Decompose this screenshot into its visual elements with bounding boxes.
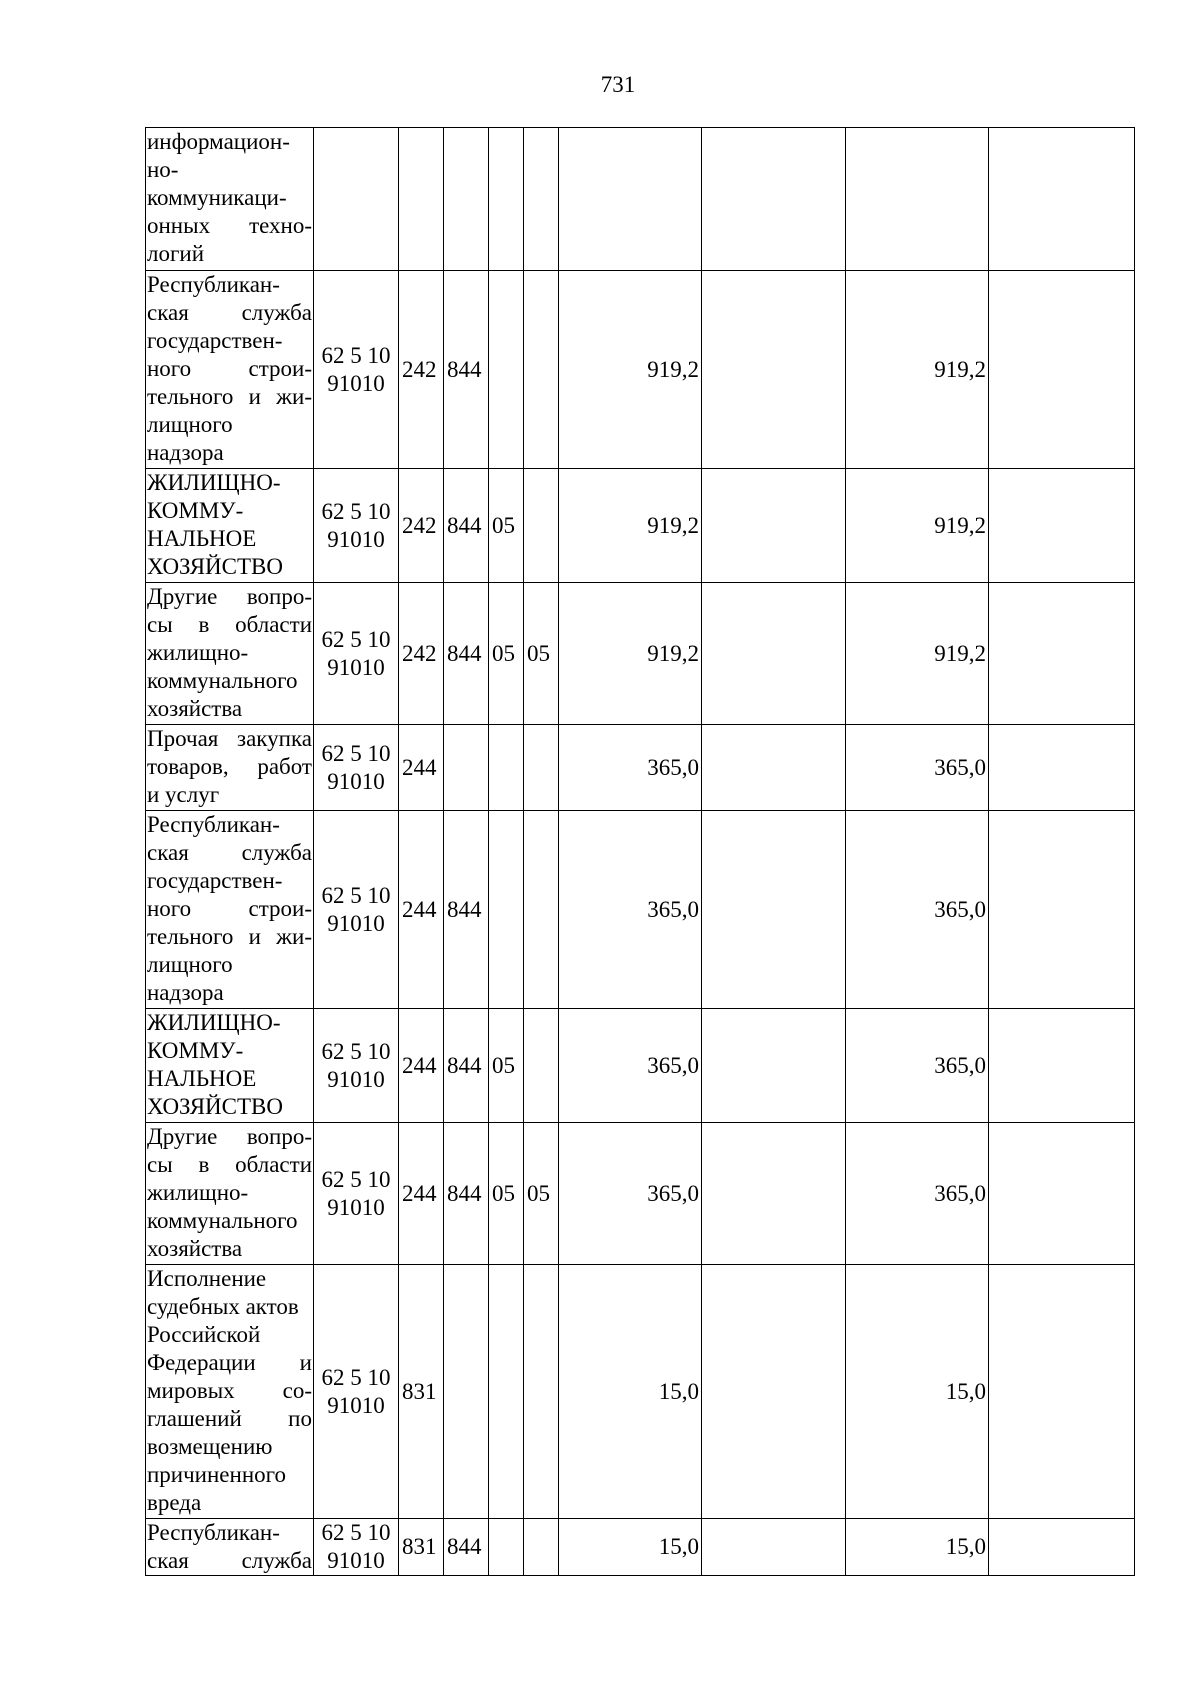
target-article-code-line: 62 5 10 bbox=[321, 1364, 391, 1390]
target-article-code-line: 62 5 10 bbox=[321, 342, 391, 368]
subsection-code-cell bbox=[524, 1265, 559, 1519]
sum-column-1-cell: 365,0 bbox=[559, 1123, 702, 1265]
sum-column-3-cell: 919,2 bbox=[846, 271, 989, 469]
sum-column-4-cell bbox=[989, 1265, 1135, 1519]
subsection-code-cell: 05 bbox=[524, 1123, 559, 1265]
row-name-line: информацион- bbox=[147, 129, 290, 154]
sum-column-3-cell: 365,0 bbox=[846, 1123, 989, 1265]
sum-column-1-cell bbox=[559, 128, 702, 271]
target-article-code-line: 62 5 10 bbox=[321, 882, 391, 908]
sum-column-1-cell: 15,0 bbox=[559, 1519, 702, 1576]
target-article-code-line: 91010 bbox=[327, 1392, 385, 1418]
row-name-cell bbox=[146, 271, 314, 469]
target-article-code-cell bbox=[314, 1265, 399, 1519]
target-article-code-cell bbox=[314, 811, 399, 1009]
section-code-cell bbox=[489, 811, 524, 1009]
target-article-code-line: 91010 bbox=[327, 526, 385, 552]
sum-column-4-cell bbox=[989, 271, 1135, 469]
sum-column-4-cell bbox=[989, 725, 1135, 811]
table-row bbox=[146, 1519, 1135, 1576]
section-code-cell: 05 bbox=[489, 469, 524, 583]
target-article-code-cell bbox=[314, 725, 399, 811]
target-article-code-line: 62 5 10 bbox=[321, 1520, 391, 1545]
subsection-code-cell bbox=[524, 811, 559, 1009]
target-article-code-line: 62 5 10 bbox=[321, 626, 391, 652]
row-name-line: ская служба bbox=[147, 1548, 312, 1573]
ministry-code-cell: 844 bbox=[444, 1123, 489, 1265]
table-row bbox=[146, 811, 1135, 1009]
row-name-line: тельного и жи- bbox=[147, 924, 312, 949]
sum-column-2-cell bbox=[702, 1519, 846, 1576]
row-name-line: государствен- bbox=[147, 868, 283, 893]
expense-type-cell: 831 bbox=[399, 1265, 444, 1519]
row-name-line: Республикан- bbox=[147, 1520, 280, 1545]
target-article-code-line: 62 5 10 bbox=[321, 740, 391, 766]
ministry-code-cell bbox=[444, 1265, 489, 1519]
row-name-cell bbox=[146, 1265, 314, 1519]
row-name-line: Российской bbox=[147, 1322, 261, 1347]
section-code-cell bbox=[489, 128, 524, 271]
subsection-code-cell bbox=[524, 1009, 559, 1123]
ministry-code-cell: 844 bbox=[444, 1519, 489, 1576]
sum-column-3-cell: 919,2 bbox=[846, 469, 989, 583]
table-row bbox=[146, 725, 1135, 811]
row-name-line: ская служба bbox=[147, 300, 312, 325]
row-name-line: коммунального bbox=[147, 1208, 298, 1233]
sum-column-4-cell bbox=[989, 1123, 1135, 1265]
ministry-code-cell: 844 bbox=[444, 469, 489, 583]
table-row bbox=[146, 128, 1135, 271]
row-name-line: ЖИЛИЩНО- bbox=[147, 1010, 281, 1035]
table-row bbox=[146, 583, 1135, 725]
target-article-code-line: 91010 bbox=[327, 768, 385, 794]
sum-column-4-cell bbox=[989, 128, 1135, 271]
sum-column-4-cell bbox=[989, 469, 1135, 583]
row-name-line: мировых со- bbox=[147, 1378, 312, 1403]
row-name-line: КОММУ- bbox=[147, 1038, 244, 1063]
subsection-code-cell bbox=[524, 725, 559, 811]
sum-column-4-cell bbox=[989, 1009, 1135, 1123]
target-article-code-line: 91010 bbox=[327, 1548, 385, 1573]
row-name-line: глашений по bbox=[147, 1406, 312, 1431]
subsection-code-cell bbox=[524, 1519, 559, 1576]
row-name-line: ного строи- bbox=[147, 896, 312, 921]
section-code-cell: 05 bbox=[489, 1009, 524, 1123]
row-name-cell bbox=[146, 725, 314, 811]
row-name-line: коммуникаци- bbox=[147, 185, 287, 210]
target-article-code-cell bbox=[314, 1009, 399, 1123]
row-name-line: товаров, работ bbox=[147, 754, 312, 779]
target-article-code-line: 91010 bbox=[327, 1194, 385, 1220]
row-name-line: но- bbox=[147, 157, 179, 182]
target-article-code-cell bbox=[314, 583, 399, 725]
row-name-line: ская служба bbox=[147, 840, 312, 865]
row-name-line: судебных актов bbox=[147, 1294, 299, 1319]
sum-column-2-cell bbox=[702, 811, 846, 1009]
row-name-line: тельного и жи- bbox=[147, 384, 312, 409]
table-row bbox=[146, 1265, 1135, 1519]
section-code-cell bbox=[489, 1265, 524, 1519]
ministry-code-cell: 844 bbox=[444, 583, 489, 725]
ministry-code-cell: 844 bbox=[444, 271, 489, 469]
sum-column-3-cell: 15,0 bbox=[846, 1265, 989, 1519]
expense-type-cell: 242 bbox=[399, 469, 444, 583]
row-name-line: Другие вопро- bbox=[147, 1124, 312, 1149]
row-name-line: Исполнение bbox=[147, 1266, 267, 1291]
row-name-line: коммунального bbox=[147, 668, 298, 693]
sum-column-1-cell: 365,0 bbox=[559, 725, 702, 811]
row-name-line: Республикан- bbox=[147, 272, 280, 297]
section-code-cell bbox=[489, 271, 524, 469]
sum-column-1-cell: 919,2 bbox=[559, 271, 702, 469]
ministry-code-cell: 844 bbox=[444, 1009, 489, 1123]
sum-column-4-cell bbox=[989, 811, 1135, 1009]
row-name-line: надзора bbox=[147, 980, 224, 1005]
target-article-code-cell bbox=[314, 271, 399, 469]
ministry-code-cell bbox=[444, 725, 489, 811]
sum-column-2-cell bbox=[702, 583, 846, 725]
target-article-code-line: 91010 bbox=[327, 654, 385, 680]
row-name-cell bbox=[146, 1123, 314, 1265]
row-name-cell bbox=[146, 1519, 314, 1576]
expense-type-cell: 242 bbox=[399, 583, 444, 725]
sum-column-1-cell: 919,2 bbox=[559, 469, 702, 583]
target-article-code-cell bbox=[314, 469, 399, 583]
row-name-line: ного строи- bbox=[147, 356, 312, 381]
sum-column-3-cell: 15,0 bbox=[846, 1519, 989, 1576]
ministry-code-cell: 844 bbox=[444, 811, 489, 1009]
table-row bbox=[146, 1123, 1135, 1265]
subsection-code-cell bbox=[524, 271, 559, 469]
sum-column-3-cell: 365,0 bbox=[846, 1009, 989, 1123]
row-name-line: причиненного bbox=[147, 1462, 286, 1487]
table-row bbox=[146, 271, 1135, 469]
row-name-line: Прочая закупка bbox=[147, 726, 312, 751]
sum-column-2-cell bbox=[702, 725, 846, 811]
sum-column-2-cell bbox=[702, 271, 846, 469]
target-article-code-line: 62 5 10 bbox=[321, 1166, 391, 1192]
row-name-line: и услуг bbox=[147, 782, 220, 807]
sum-column-2-cell bbox=[702, 1009, 846, 1123]
sum-column-1-cell: 15,0 bbox=[559, 1265, 702, 1519]
row-name-cell bbox=[146, 583, 314, 725]
row-name-line: КОММУ- bbox=[147, 498, 244, 523]
sum-column-3-cell: 919,2 bbox=[846, 583, 989, 725]
sum-column-3-cell: 365,0 bbox=[846, 725, 989, 811]
sum-column-2-cell bbox=[702, 1123, 846, 1265]
row-name-line: Другие вопро- bbox=[147, 584, 312, 609]
row-name-line: государствен- bbox=[147, 328, 283, 353]
target-article-code-line: 91010 bbox=[327, 370, 385, 396]
sum-column-1-cell: 365,0 bbox=[559, 1009, 702, 1123]
target-article-code-cell bbox=[314, 1519, 399, 1576]
sum-column-2-cell bbox=[702, 469, 846, 583]
row-name-line: логий bbox=[147, 241, 205, 266]
row-name-line: ХОЗЯЙСТВО bbox=[147, 554, 283, 579]
row-name-cell bbox=[146, 469, 314, 583]
sum-column-1-cell: 365,0 bbox=[559, 811, 702, 1009]
row-name-line: сы в области bbox=[147, 1152, 312, 1177]
row-name-line: лищного bbox=[147, 412, 233, 437]
row-name-line: ХОЗЯЙСТВО bbox=[147, 1094, 283, 1119]
sum-column-2-cell bbox=[702, 1265, 846, 1519]
subsection-code-cell: 05 bbox=[524, 583, 559, 725]
row-name-cell bbox=[146, 1009, 314, 1123]
expense-type-cell: 244 bbox=[399, 725, 444, 811]
target-article-code-cell bbox=[314, 128, 399, 271]
row-name-line: НАЛЬНОЕ bbox=[147, 526, 257, 551]
sum-column-3-cell bbox=[846, 128, 989, 271]
expense-type-cell bbox=[399, 128, 444, 271]
table-body bbox=[146, 128, 1135, 1576]
ministry-code-cell bbox=[444, 128, 489, 271]
row-name-line: Республикан- bbox=[147, 812, 280, 837]
row-name-line: онных техно- bbox=[147, 213, 312, 238]
row-name-line: ЖИЛИЩНО- bbox=[147, 470, 281, 495]
page-number: 731 bbox=[600, 72, 636, 97]
section-code-cell: 05 bbox=[489, 583, 524, 725]
subsection-code-cell bbox=[524, 469, 559, 583]
table-row bbox=[146, 469, 1135, 583]
row-name-line: сы в области bbox=[147, 612, 312, 637]
section-code-cell: 05 bbox=[489, 1123, 524, 1265]
sum-column-4-cell bbox=[989, 1519, 1135, 1576]
expense-type-cell: 242 bbox=[399, 271, 444, 469]
section-code-cell bbox=[489, 725, 524, 811]
row-name-line: хозяйства bbox=[147, 1236, 243, 1261]
expense-type-cell: 244 bbox=[399, 1123, 444, 1265]
row-name-line: возмещению bbox=[147, 1434, 273, 1459]
subsection-code-cell bbox=[524, 128, 559, 271]
sum-column-4-cell bbox=[989, 583, 1135, 725]
target-article-code-line: 91010 bbox=[327, 1066, 385, 1092]
row-name-line: НАЛЬНОЕ bbox=[147, 1066, 257, 1091]
row-name-cell bbox=[146, 811, 314, 1009]
sum-column-2-cell bbox=[702, 128, 846, 271]
target-article-code-line: 62 5 10 bbox=[321, 498, 391, 524]
row-name-line: Федерации и bbox=[147, 1350, 312, 1375]
row-name-line: жилищно- bbox=[147, 1180, 249, 1205]
row-name-line: лищного bbox=[147, 952, 233, 977]
row-name-line: жилищно- bbox=[147, 640, 249, 665]
target-article-code-line: 91010 bbox=[327, 910, 385, 936]
row-name-cell bbox=[146, 128, 314, 271]
target-article-code-line: 62 5 10 bbox=[321, 1038, 391, 1064]
sum-column-3-cell: 365,0 bbox=[846, 811, 989, 1009]
budget-table bbox=[145, 127, 1135, 1576]
expense-type-cell: 244 bbox=[399, 811, 444, 1009]
table-row bbox=[146, 1009, 1135, 1123]
target-article-code-cell bbox=[314, 1123, 399, 1265]
row-name-line: хозяйства bbox=[147, 696, 243, 721]
expense-type-cell: 244 bbox=[399, 1009, 444, 1123]
expense-type-cell: 831 bbox=[399, 1519, 444, 1576]
sum-column-1-cell: 919,2 bbox=[559, 583, 702, 725]
row-name-line: вреда bbox=[147, 1490, 202, 1515]
row-name-line: надзора bbox=[147, 440, 224, 465]
section-code-cell bbox=[489, 1519, 524, 1576]
